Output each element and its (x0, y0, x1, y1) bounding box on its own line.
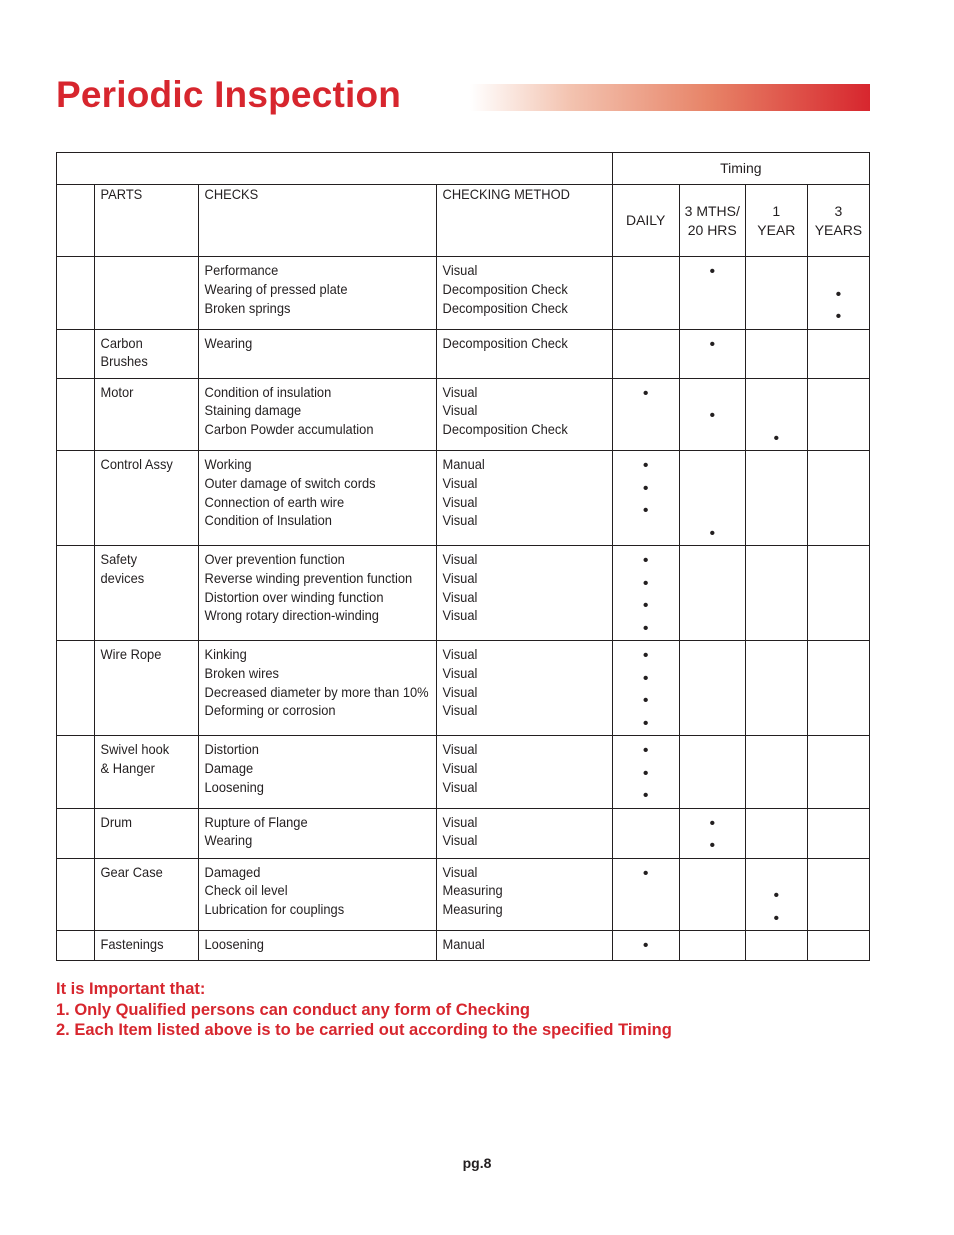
cell-line: Decomposition Check (442, 334, 569, 351)
check-mark: • (642, 552, 649, 569)
index-cell (57, 378, 95, 451)
three-years-cell (807, 546, 869, 641)
cell-line: Fastenings (100, 936, 164, 952)
cell-line: Wearing of pressed plate (204, 280, 348, 297)
method-cell (437, 858, 612, 931)
three-years-header-unit: YEARS (814, 221, 863, 238)
table-row (57, 257, 870, 330)
method-cell (437, 931, 612, 961)
three-months-header (679, 185, 745, 257)
cell-line: Wearing (204, 832, 253, 849)
check-mark: • (773, 909, 780, 927)
check-mark: • (642, 787, 649, 804)
method-cell (437, 808, 612, 858)
cell-line: Decomposition Check (442, 280, 569, 297)
checks-header: CHECKS (204, 186, 259, 202)
twenty-hours-header-line: 20 HRS (687, 221, 737, 238)
cell-line: Outer damage of switch cords (204, 474, 376, 491)
one-year-cell (745, 329, 807, 378)
cell-line: Control Assy (100, 456, 173, 472)
cell-line: Visual (442, 813, 478, 830)
check-mark: • (642, 669, 649, 687)
table-row (57, 858, 870, 931)
daily-cell (612, 641, 679, 736)
check-mark: • (642, 742, 649, 759)
cell-line: Gear Case (100, 863, 163, 880)
three-months-header-line: 3 MTHS/ (684, 202, 740, 219)
check-mark: • (642, 714, 649, 732)
three-months-cell (679, 641, 745, 736)
cell-line: Over prevention function (204, 551, 346, 567)
check-mark: • (642, 619, 649, 637)
important-notes (56, 979, 672, 1041)
cell-line: Visual (442, 474, 478, 491)
part-cell (95, 931, 199, 961)
cell-line: Distortion over winding function (204, 588, 384, 605)
check-mark: • (642, 597, 649, 614)
part-cell (95, 736, 199, 809)
check-mark: • (642, 457, 649, 474)
one-year-cell (745, 736, 807, 809)
cell-line: Brushes (100, 353, 148, 370)
cell-line: Connection of earth wire (204, 493, 345, 510)
part-cell (95, 378, 199, 451)
cell-line: Visual (442, 664, 478, 681)
checks-cell (199, 808, 437, 858)
check-mark (746, 863, 807, 886)
part-cell (95, 451, 199, 546)
inspection-table (56, 152, 870, 961)
cell-line: Visual (442, 741, 478, 757)
daily-cell (612, 546, 679, 641)
cell-line: Manual (442, 936, 486, 952)
checks-cell (199, 329, 437, 378)
check-mark: • (709, 837, 716, 854)
page-title: Periodic Inspection (56, 74, 402, 115)
cell-line: Visual (442, 646, 478, 662)
three-months-cell (679, 808, 745, 858)
parts-header-cell (95, 185, 199, 257)
cell-line: Condition of insulation (204, 383, 332, 400)
cell-line: Visual (442, 759, 478, 776)
checking-method-header: CHECKING METHOD (442, 186, 571, 202)
index-cell (57, 257, 95, 330)
cell-line: Visual (442, 493, 478, 510)
cell-line: Rupture of Flange (204, 813, 308, 830)
checks-cell (199, 378, 437, 451)
cell-line: Deforming or corrosion (204, 702, 336, 719)
method-cell (437, 329, 612, 378)
cell-line: Measuring (442, 901, 504, 918)
index-cell (57, 546, 95, 641)
three-years-cell (807, 931, 869, 961)
three-years-cell (807, 808, 869, 858)
cell-line: Swivel hook (100, 741, 170, 757)
three-months-cell (679, 546, 745, 641)
cell-line: Loosening (204, 778, 265, 795)
cell-line: Staining damage (204, 402, 302, 419)
cell-line: Safety (100, 551, 138, 567)
cell-line: Visual (442, 402, 478, 419)
table-row (57, 641, 870, 736)
index-header-cell (57, 185, 95, 257)
one-year-cell (745, 378, 807, 451)
cell-line: Drum (100, 813, 133, 830)
index-cell (57, 858, 95, 931)
cell-line: Visual (442, 683, 478, 700)
cell-line: Decomposition Check (442, 299, 569, 316)
cell-line: Visual (442, 383, 478, 400)
cell-line: Manual (442, 456, 486, 472)
check-mark (680, 455, 745, 478)
cell-line: Loosening (204, 936, 265, 952)
checks-cell (199, 931, 437, 961)
cell-line: Kinking (204, 646, 247, 662)
cell-line: devices (100, 569, 145, 586)
part-cell (95, 257, 199, 330)
method-cell (437, 451, 612, 546)
check-mark: • (642, 937, 649, 954)
method-cell (437, 546, 612, 641)
one-year-cell (745, 641, 807, 736)
daily-cell (612, 451, 679, 546)
check-mark: • (642, 864, 649, 882)
notes-heading: It is Important that: (56, 980, 206, 998)
table-row (57, 378, 870, 451)
check-mark (746, 405, 807, 428)
daily-header: DAILY (612, 185, 679, 257)
three-years-cell (807, 257, 869, 330)
check-mark (680, 478, 745, 501)
table-row (57, 546, 870, 641)
three-months-cell (679, 858, 745, 931)
title-gradient-bar (470, 84, 870, 111)
cell-line: Visual (442, 551, 478, 567)
one-year-header-number: 1 (772, 202, 781, 219)
check-mark: • (642, 647, 649, 664)
cell-line: Broken springs (204, 299, 291, 316)
one-year-cell (745, 808, 807, 858)
check-mark: • (642, 479, 649, 497)
checks-cell (199, 641, 437, 736)
one-year-cell (745, 451, 807, 546)
one-year-header (745, 185, 807, 257)
cell-line: Visual (442, 569, 478, 586)
daily-cell (612, 858, 679, 931)
cell-line: Visual (442, 512, 478, 529)
method-cell (437, 641, 612, 736)
check-mark: • (835, 285, 842, 303)
check-mark: • (709, 407, 716, 424)
table-row (57, 931, 870, 961)
cell-line: Broken wires (204, 664, 280, 681)
cell-line: Lubrication for couplings (204, 901, 345, 918)
cell-line: Visual (442, 262, 478, 278)
daily-cell (612, 329, 679, 378)
three-years-cell (807, 736, 869, 809)
part-cell (95, 808, 199, 858)
three-months-cell (679, 257, 745, 330)
cell-line: Carbon (100, 334, 143, 351)
cell-line: Performance (204, 262, 279, 278)
cell-line: Visual (442, 702, 478, 719)
daily-cell (612, 931, 679, 961)
one-year-header-unit: YEAR (757, 221, 796, 238)
three-months-cell (679, 329, 745, 378)
checks-header-cell (199, 185, 437, 257)
checks-cell (199, 451, 437, 546)
cell-line: Wearing (204, 334, 253, 351)
one-year-cell (745, 257, 807, 330)
table-row (57, 736, 870, 809)
check-mark: • (642, 764, 649, 782)
page-number: pg.8 (462, 1155, 492, 1171)
part-cell (95, 546, 199, 641)
daily-cell (612, 378, 679, 451)
index-cell (57, 641, 95, 736)
three-months-cell (679, 736, 745, 809)
table-row (57, 329, 870, 378)
one-year-cell (745, 931, 807, 961)
part-cell (95, 641, 199, 736)
table-row (57, 808, 870, 858)
daily-cell (612, 257, 679, 330)
checks-cell (199, 858, 437, 931)
check-mark (680, 383, 745, 406)
check-mark: • (773, 429, 780, 447)
index-cell (57, 736, 95, 809)
cell-line: Carbon Powder accumulation (204, 421, 374, 438)
cell-line: Motor (100, 383, 134, 400)
method-cell (437, 736, 612, 809)
parts-header: PARTS (100, 186, 143, 202)
cell-line: Working (204, 456, 252, 472)
check-mark: • (709, 335, 716, 353)
three-months-cell (679, 378, 745, 451)
daily-cell (612, 808, 679, 858)
cell-line: Decomposition Check (442, 421, 569, 438)
check-mark (680, 500, 745, 523)
three-years-cell (807, 329, 869, 378)
three-months-cell (679, 931, 745, 961)
index-cell (57, 931, 95, 961)
note-item: 2. Each Item listed above is to be carried out according to the specified Timing (56, 1021, 672, 1039)
timing-header: Timing (612, 153, 869, 185)
cell-line: Wire Rope (100, 646, 162, 662)
cell-line: Condition of Insulation (204, 512, 333, 529)
method-cell (437, 378, 612, 451)
cell-line: Visual (442, 832, 478, 849)
cell-line: Check oil level (204, 882, 288, 899)
three-months-cell (679, 451, 745, 546)
checks-cell (199, 736, 437, 809)
cell-line: Reverse winding prevention function (204, 569, 413, 586)
check-mark: • (835, 308, 842, 325)
cell-line: Wrong rotary direction-winding (204, 607, 380, 624)
column-header-row (57, 185, 870, 257)
part-cell (95, 329, 199, 378)
cell-line: Damage (204, 759, 254, 776)
check-mark: • (642, 692, 649, 709)
check-mark: • (642, 384, 649, 402)
index-cell (57, 808, 95, 858)
three-years-cell (807, 378, 869, 451)
check-mark (746, 383, 807, 406)
cell-line: Distortion (204, 741, 260, 757)
check-mark: • (709, 524, 716, 542)
one-year-cell (745, 858, 807, 931)
three-years-cell (807, 641, 869, 736)
note-item: 1. Only Qualified persons can conduct any form of Checking (56, 1000, 531, 1019)
one-year-cell (745, 546, 807, 641)
cell-line: & Hanger (100, 759, 155, 776)
check-mark: • (642, 502, 649, 519)
method-header-cell (437, 185, 612, 257)
daily-cell (612, 736, 679, 809)
blank-header-cell (57, 153, 613, 185)
index-cell (57, 329, 95, 378)
table-row (57, 451, 870, 546)
method-cell (437, 257, 612, 330)
check-mark: • (709, 814, 716, 832)
three-years-cell (807, 858, 869, 931)
three-years-header-number: 3 (834, 202, 843, 219)
cell-line: Decreased diameter by more than 10% (204, 683, 429, 700)
cell-line: Visual (442, 778, 478, 795)
timing-header-row (57, 153, 870, 185)
check-mark: • (773, 887, 780, 904)
index-cell (57, 451, 95, 546)
check-mark: • (642, 574, 649, 592)
check-mark: • (709, 263, 716, 280)
cell-line: Visual (442, 607, 478, 624)
checks-cell (199, 546, 437, 641)
cell-line: Measuring (442, 882, 504, 899)
checks-cell (199, 257, 437, 330)
three-years-cell (807, 451, 869, 546)
three-years-header (807, 185, 869, 257)
check-mark (808, 261, 869, 284)
cell-line: Visual (442, 588, 478, 605)
cell-line: Visual (442, 863, 478, 880)
cell-line: Damaged (204, 863, 261, 880)
part-cell (95, 858, 199, 931)
